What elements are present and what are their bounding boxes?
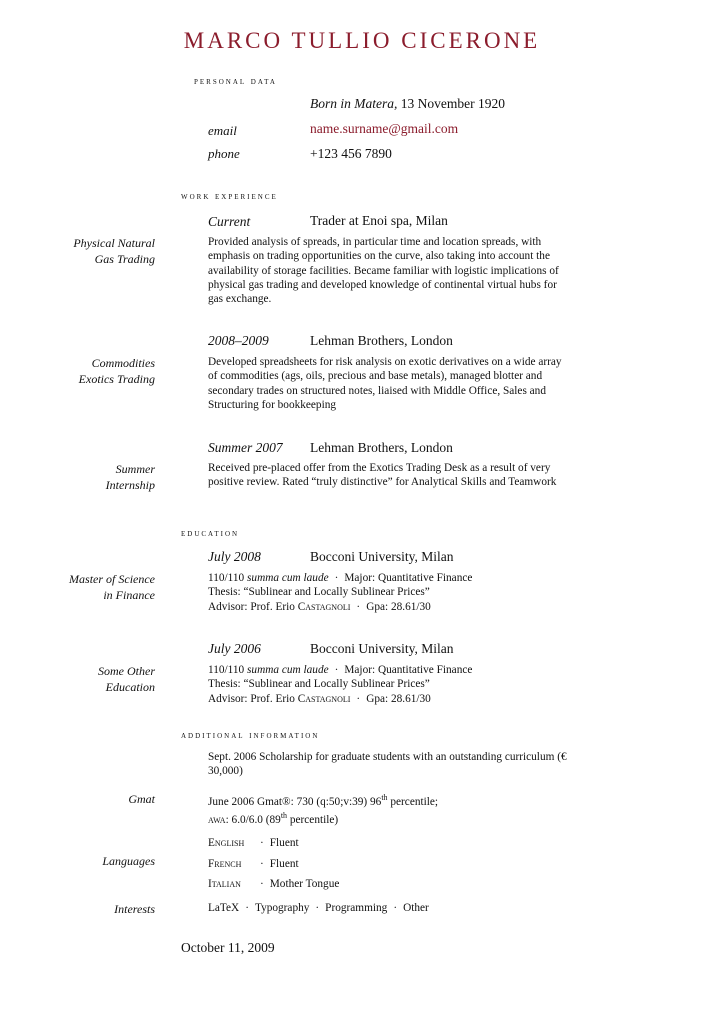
section-additional-information: additional information [181,730,320,741]
birth-info [310,96,505,112]
edu-grade-line: 110/110 summa cum laude · Major: Quantitative Finance [208,572,473,584]
edu-label [0,663,155,695]
advisor: Advisor: Prof. Erio [208,600,295,613]
advisor-name: Castagnoli [297,692,351,705]
interest-item: LaTeX [208,902,240,914]
label-line: Commodities [91,356,155,370]
section-personal-data: personal data [194,76,277,87]
label-line: in Finance [103,588,155,602]
superscript: th [381,793,388,802]
advisor: Advisor: Prof. Erio [208,692,295,705]
label-line: Exotics Trading [78,372,155,386]
work-description: Received pre-placed offer from the Exotics Trading Desk as a result of very positive review. Rated “truly distinctive” for Analytical Skills and Teamwork [208,462,557,489]
advisor-line: Advisor: Prof. Erio Castagnoli · Gpa: 28.61/30 [208,600,431,613]
email-link[interactable]: name.surname@gmail.com [310,121,459,136]
major: Major: Quantitative Finance [344,664,473,676]
edu-title: Bocconi University, Milan [310,641,454,656]
cv-name: MARCO TULLIO CICERONE [183,28,541,53]
document-date: October 11, 2009 [181,940,275,955]
edu-grade-line: 110/110 summa cum laude · Major: Quantitative Finance [208,664,473,676]
language-item: French · Fluent [208,854,568,875]
work-title: Lehman Brothers, London [310,333,453,348]
work-title: Trader at Enoi spa, Milan [310,213,448,228]
interests-label: Interests [114,902,155,916]
label-line: Gas Trading [94,252,155,266]
language-name: Italian [208,878,241,890]
label-line: Master of Science [69,572,155,586]
language-item: English · Fluent [208,833,568,854]
work-title: Lehman Brothers, London [310,440,453,455]
label-line: Some Other [98,664,155,678]
work-date: Current [208,214,251,229]
edu-title: Bocconi University, Milan [310,549,454,564]
interest-item: Other [403,902,429,914]
language-name: French [208,857,242,870]
interest-item: Typography [254,902,310,914]
label-line: Physical Natural [73,236,155,250]
edu-label [0,571,155,603]
advisor-line: Advisor: Prof. Erio Castagnoli · Gpa: 28.61/30 [208,692,431,705]
grade: 110/110 [208,664,245,676]
work-label [0,461,155,493]
gpa: Gpa: 28.61/30 [366,600,431,613]
section-education: education [181,528,240,539]
major: Major: Quantitative Finance [344,572,473,584]
interest-item: Programming [325,902,388,914]
work-date: 2008–2009 [208,333,269,348]
label-line: Internship [105,478,155,492]
scholarship: Sept. 2006 Scholarship for graduate students with an outstanding curriculum (€ 30,000) [208,751,567,778]
languages-list [208,833,568,895]
edu-details [208,571,568,614]
gmat-score: June 2006 Gmat®: 730 (q:50;v:39) 96 [208,795,382,808]
language-name: English [208,837,245,849]
born-date: 13 November 1920 [400,96,505,111]
born-label: Born in Matera, [310,96,398,111]
thesis: Thesis: “Sublinear and Locally Sublinear Prices” [208,678,430,691]
superscript: th [280,811,288,821]
awa-label: awa [208,813,226,826]
thesis: Thesis: “Sublinear and Locally Sublinear Prices” [208,586,430,599]
email-label: email [208,123,237,138]
work-label [0,355,155,387]
gpa: Gpa: 28.61/30 [366,692,431,705]
interests-list: LaTeX · Typography · Programming · Other [208,902,429,914]
language-level: Mother Tongue [269,878,340,890]
work-label [0,235,155,267]
label-line: Education [105,680,155,694]
awa-score: : 6.0/6.0 (89 [225,813,281,826]
language-item: Italian · Mother Tongue [208,874,568,895]
awa-percentile: percentile) [287,813,339,826]
language-level: Fluent [269,857,299,870]
edu-details [208,663,568,706]
gmat-label: Gmat [128,792,155,806]
phone-value: +123 456 7890 [310,146,392,161]
gmat-details [208,791,568,827]
edu-date: July 2006 [208,641,261,656]
gmat-percentile: percentile; [387,795,439,808]
edu-date: July 2008 [208,549,261,564]
section-work-experience: work experience [181,191,278,202]
honors: summa cum laude [247,572,329,584]
honors: summa cum laude [247,664,329,676]
label-line: Summer [115,462,155,476]
grade: 110/110 [208,572,245,584]
advisor-name: Castagnoli [297,600,351,613]
work-description: Provided analysis of spreads, in particular time and location spreads, with emphasis on trading opportunities on the curve, also taking into account the availability of storage facilities. Became familiar with logistic implications of physical gas trading and developed knowledge of continental virtual hubs for gas exchange. [208,236,559,306]
languages-label: Languages [102,854,155,868]
phone-label: phone [208,146,240,161]
language-level: Fluent [269,837,299,849]
work-description: Developed spreadsheets for risk analysis on exotic derivatives on a wide array of commodities (ags, oils, precious and base metals), managed blotter and secondary trades on structured notes, liaised with Middle Office, Sales and Structuring for bookkeeping [208,356,562,411]
work-date: Summer 2007 [208,440,283,455]
